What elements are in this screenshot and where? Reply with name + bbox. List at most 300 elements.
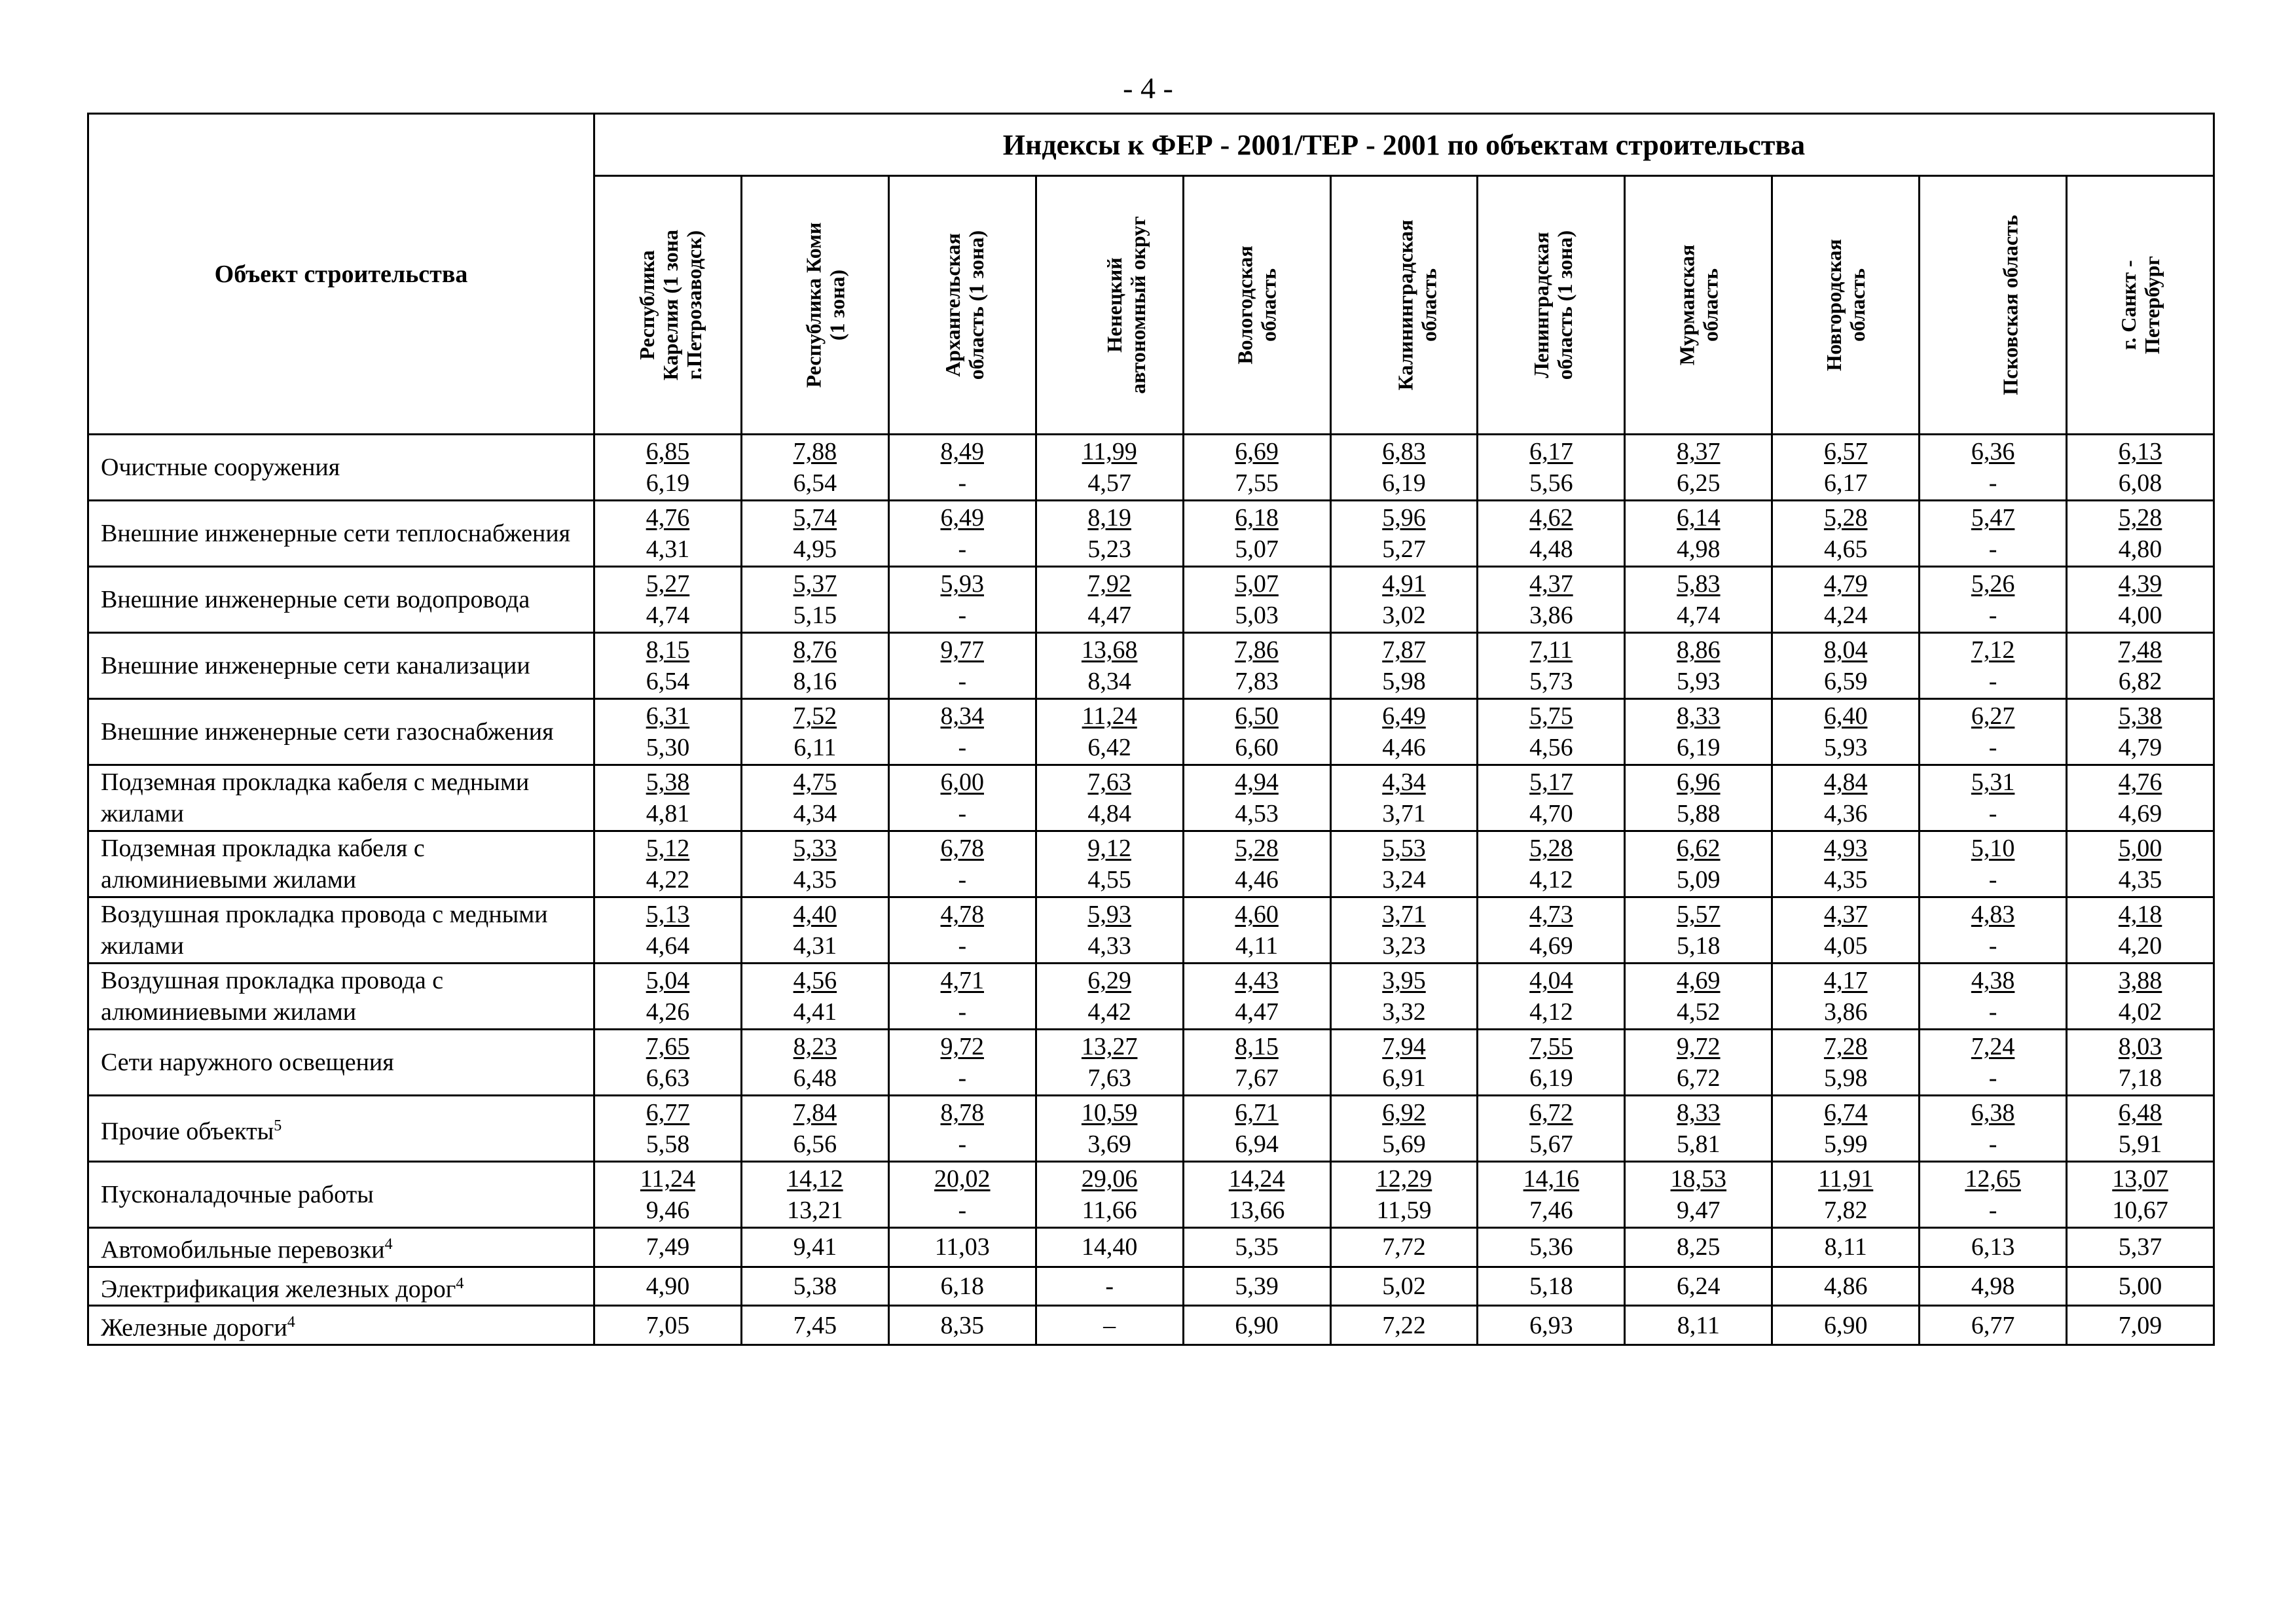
fer-index-value: 7,48 bbox=[2118, 636, 2162, 664]
object-name-cell bbox=[88, 897, 594, 964]
table-row bbox=[88, 633, 2214, 699]
fer-index-value: 12,65 bbox=[1965, 1165, 2021, 1193]
ter-index-value: 4,64 bbox=[646, 932, 690, 960]
ter-index-value: 4,57 bbox=[1087, 469, 1131, 497]
index-cell bbox=[1036, 897, 1183, 964]
ter-index-value: 5,67 bbox=[1529, 1130, 1573, 1158]
index-cell bbox=[594, 633, 742, 699]
index-cell bbox=[1625, 633, 1772, 699]
index-cell bbox=[741, 567, 888, 633]
region-label bbox=[2117, 256, 2164, 354]
ter-index-value: 4,55 bbox=[1087, 866, 1131, 893]
ter-index-value: 5,03 bbox=[1235, 602, 1279, 629]
fer-index-value: 8,34 bbox=[940, 702, 985, 730]
region-label-line: Ленинградская bbox=[1529, 231, 1554, 378]
fer-index-value: 6,27 bbox=[1971, 702, 2015, 730]
fer-index-value: 6,36 bbox=[1971, 438, 2015, 465]
index-value: 8,11 bbox=[1625, 1306, 1772, 1345]
fer-index-value: 14,12 bbox=[787, 1165, 843, 1193]
fer-index-value: 4,94 bbox=[1235, 768, 1279, 796]
ter-index-value: 11,59 bbox=[1376, 1197, 1432, 1224]
ter-index-value: - bbox=[1988, 800, 1997, 827]
fer-index-value: 4,83 bbox=[1971, 901, 2015, 928]
index-cell bbox=[1625, 699, 1772, 765]
index-cell bbox=[1330, 435, 1478, 501]
fer-index-value: 4,17 bbox=[1823, 967, 1868, 994]
object-name-cell bbox=[88, 567, 594, 633]
region-label bbox=[1530, 230, 1577, 379]
fer-index-value: 4,91 bbox=[1382, 570, 1426, 598]
ter-index-value: 4,46 bbox=[1235, 866, 1279, 893]
ter-index-value: 5,30 bbox=[646, 734, 690, 761]
index-cell bbox=[1478, 1096, 1625, 1162]
region-label-line: Псковская область bbox=[1998, 214, 2022, 395]
group-title: Индексы к ФЕР - 2001/ТЕР - 2001 по объектам строительства bbox=[594, 114, 2214, 176]
index-cell bbox=[2067, 633, 2214, 699]
fer-index-value: 11,99 bbox=[1082, 438, 1137, 465]
fer-index-value: 11,24 bbox=[640, 1165, 695, 1193]
fer-index-value: 5,96 bbox=[1382, 504, 1426, 532]
region-label bbox=[1999, 215, 2022, 395]
index-cell bbox=[594, 501, 742, 567]
index-cell bbox=[1183, 964, 1330, 1030]
fer-index-value: 5,93 bbox=[1087, 901, 1131, 928]
region-label-line: Новгородская bbox=[1822, 238, 1846, 371]
fer-index-value: 5,07 bbox=[1235, 570, 1279, 598]
fer-index-value: 4,73 bbox=[1529, 901, 1573, 928]
fer-index-value: 18,53 bbox=[1670, 1165, 1727, 1193]
ter-index-value: 4,70 bbox=[1529, 800, 1573, 827]
region-header bbox=[594, 176, 742, 435]
ter-index-value: 6,54 bbox=[646, 668, 690, 695]
object-name: Внешние инженерные сети газоснабжения bbox=[101, 718, 554, 746]
index-cell bbox=[594, 699, 742, 765]
index-value: 7,72 bbox=[1330, 1228, 1478, 1267]
fer-index-value: 6,78 bbox=[940, 835, 985, 862]
ter-index-value: 4,80 bbox=[2118, 535, 2162, 563]
fer-index-value: 4,39 bbox=[2118, 570, 2162, 598]
fer-index-value: 29,06 bbox=[1081, 1165, 1138, 1193]
region-label-line: Вологодская bbox=[1233, 245, 1257, 365]
index-cell bbox=[1920, 897, 2067, 964]
index-cell bbox=[1772, 831, 1920, 897]
ter-index-value: 5,93 bbox=[1677, 668, 1721, 695]
index-table-container bbox=[87, 113, 2215, 1346]
fer-index-value: 6,57 bbox=[1823, 438, 1868, 465]
index-cell bbox=[1920, 1096, 2067, 1162]
ter-index-value: - bbox=[1988, 1130, 1997, 1158]
index-cell bbox=[1772, 765, 1920, 831]
table-row bbox=[88, 1030, 2214, 1096]
region-label bbox=[1393, 219, 1440, 390]
object-name-cell bbox=[88, 765, 594, 831]
region-label-line: Республика Коми bbox=[801, 222, 826, 388]
index-cell bbox=[1920, 831, 2067, 897]
fer-index-value: 8,49 bbox=[940, 438, 985, 465]
fer-index-value: 4,93 bbox=[1823, 835, 1868, 862]
object-name: Внешние инженерные сети водопровода bbox=[101, 586, 530, 613]
fer-index-value: 7,86 bbox=[1235, 636, 1279, 664]
fer-index-value: 6,31 bbox=[646, 702, 690, 730]
fer-index-value: 8,76 bbox=[793, 636, 837, 664]
fer-index-value: 5,00 bbox=[2118, 835, 2162, 862]
ter-index-value: 4,34 bbox=[793, 800, 837, 827]
index-cell bbox=[1625, 1030, 1772, 1096]
object-name-cell bbox=[88, 1162, 594, 1228]
index-cell bbox=[1330, 567, 1478, 633]
region-label bbox=[1102, 216, 1150, 394]
ter-index-value: 4,48 bbox=[1529, 535, 1573, 563]
table-row bbox=[88, 1162, 2214, 1228]
region-header bbox=[1772, 176, 1920, 435]
fer-index-value: 9,77 bbox=[940, 636, 985, 664]
region-header bbox=[888, 176, 1036, 435]
fer-index-value: 6,00 bbox=[940, 768, 985, 796]
fer-index-value: 6,38 bbox=[1971, 1099, 2015, 1127]
index-value: 7,49 bbox=[594, 1228, 742, 1267]
ter-index-value: 4,05 bbox=[1823, 932, 1868, 960]
ter-index-value: 4,46 bbox=[1382, 734, 1426, 761]
index-value: 7,05 bbox=[594, 1306, 742, 1345]
region-label-line: Республика bbox=[635, 249, 659, 360]
fer-index-value: 6,18 bbox=[1235, 504, 1279, 532]
object-name-cell bbox=[88, 1030, 594, 1096]
ter-index-value: 9,47 bbox=[1677, 1197, 1721, 1224]
ter-index-value: 11,66 bbox=[1082, 1197, 1137, 1224]
fer-index-value: 6,49 bbox=[940, 504, 985, 532]
ter-index-value: - bbox=[958, 1130, 967, 1158]
index-cell bbox=[1330, 1096, 1478, 1162]
index-cell bbox=[1478, 831, 1625, 897]
ter-index-value: 4,22 bbox=[646, 866, 690, 893]
object-name-cell bbox=[88, 699, 594, 765]
fer-index-value: 3,88 bbox=[2118, 967, 2162, 994]
index-value: 5,18 bbox=[1478, 1267, 1625, 1306]
region-label bbox=[1233, 245, 1281, 364]
ter-index-value: 4,53 bbox=[1235, 800, 1279, 827]
region-label-line: Ненецкий bbox=[1102, 257, 1126, 353]
ter-index-value: 8,16 bbox=[793, 668, 837, 695]
fer-index-value: 5,38 bbox=[2118, 702, 2162, 730]
fer-index-value: 6,74 bbox=[1823, 1099, 1868, 1127]
fer-index-value: 7,88 bbox=[793, 438, 837, 465]
table-row bbox=[88, 964, 2214, 1030]
index-cell bbox=[1330, 765, 1478, 831]
table-body bbox=[88, 435, 2214, 1345]
ter-index-value: 4,98 bbox=[1677, 535, 1721, 563]
fer-index-value: 6,29 bbox=[1087, 967, 1131, 994]
index-cell bbox=[1183, 1162, 1330, 1228]
index-value: 5,37 bbox=[2067, 1228, 2214, 1267]
index-cell bbox=[1625, 435, 1772, 501]
table-row bbox=[88, 501, 2214, 567]
fer-index-value: 3,71 bbox=[1382, 901, 1426, 928]
index-cell bbox=[594, 435, 742, 501]
fer-index-value: 5,33 bbox=[793, 835, 837, 862]
index-cell bbox=[594, 964, 742, 1030]
ter-index-value: 6,72 bbox=[1677, 1064, 1721, 1092]
ter-index-value: 4,36 bbox=[1823, 800, 1868, 827]
fer-index-value: 14,24 bbox=[1228, 1165, 1285, 1193]
ter-index-value: - bbox=[958, 1064, 967, 1092]
object-name-cell bbox=[88, 1096, 594, 1162]
region-label-line: г.Петрозаводск) bbox=[682, 230, 706, 380]
fer-index-value: 8,33 bbox=[1677, 1099, 1721, 1127]
ter-index-value: 7,83 bbox=[1235, 668, 1279, 695]
fer-index-value: 8,23 bbox=[793, 1033, 837, 1060]
ter-index-value: 5,56 bbox=[1529, 469, 1573, 497]
ter-index-value: 6,42 bbox=[1087, 734, 1131, 761]
fer-index-value: 4,69 bbox=[1677, 967, 1721, 994]
fer-index-value: 5,27 bbox=[646, 570, 690, 598]
fer-index-value: 9,72 bbox=[940, 1033, 985, 1060]
object-column-header: Объект строительства bbox=[88, 114, 594, 435]
ter-index-value: - bbox=[958, 998, 967, 1026]
index-value: 7,22 bbox=[1330, 1306, 1478, 1345]
fer-index-value: 6,48 bbox=[2118, 1099, 2162, 1127]
ter-index-value: 3,86 bbox=[1823, 998, 1868, 1026]
fer-index-value: 4,37 bbox=[1823, 901, 1868, 928]
index-cell bbox=[888, 435, 1036, 501]
ter-index-value: 4,79 bbox=[2118, 734, 2162, 761]
fer-index-value: 20,02 bbox=[934, 1165, 991, 1193]
ter-index-value: 6,91 bbox=[1382, 1064, 1426, 1092]
index-cell bbox=[1036, 1162, 1183, 1228]
ter-index-value: 6,94 bbox=[1235, 1130, 1279, 1158]
index-cell bbox=[1036, 567, 1183, 633]
fer-index-value: 4,04 bbox=[1529, 967, 1573, 994]
index-cell bbox=[888, 1030, 1036, 1096]
fer-index-value: 3,95 bbox=[1382, 967, 1426, 994]
ter-index-value: 5,81 bbox=[1677, 1130, 1721, 1158]
fer-index-value: 10,59 bbox=[1081, 1099, 1138, 1127]
ter-index-value: - bbox=[958, 469, 967, 497]
index-cell bbox=[1478, 1162, 1625, 1228]
fer-index-value: 5,37 bbox=[793, 570, 837, 598]
index-cell bbox=[1920, 1162, 2067, 1228]
ter-index-value: 5,98 bbox=[1382, 668, 1426, 695]
index-cell bbox=[1625, 765, 1772, 831]
region-label-line: Карелия (1 зона bbox=[659, 229, 683, 380]
index-cell bbox=[594, 831, 742, 897]
ter-index-value: - bbox=[1988, 998, 1997, 1026]
index-value: 5,38 bbox=[741, 1267, 888, 1306]
index-cell bbox=[1330, 897, 1478, 964]
index-cell bbox=[741, 964, 888, 1030]
index-cell bbox=[888, 831, 1036, 897]
index-cell bbox=[594, 765, 742, 831]
index-cell bbox=[1478, 699, 1625, 765]
fer-index-value: 8,04 bbox=[1823, 636, 1868, 664]
index-value: 5,35 bbox=[1183, 1228, 1330, 1267]
region-label-line: область bbox=[1416, 268, 1440, 342]
index-cell bbox=[1036, 699, 1183, 765]
ter-index-value: 5,18 bbox=[1677, 932, 1721, 960]
fer-index-value: 13,07 bbox=[2112, 1165, 2168, 1193]
region-header bbox=[1183, 176, 1330, 435]
fer-index-value: 4,71 bbox=[940, 967, 985, 994]
object-name: Очистные сооружения bbox=[101, 454, 340, 481]
ter-index-value: - bbox=[958, 668, 967, 695]
index-cell bbox=[888, 964, 1036, 1030]
ter-index-value: 6,59 bbox=[1823, 668, 1868, 695]
ter-index-value: 6,56 bbox=[793, 1130, 837, 1158]
ter-index-value: 7,18 bbox=[2118, 1064, 2162, 1092]
ter-index-value: 4,24 bbox=[1823, 602, 1868, 629]
index-cell bbox=[741, 435, 888, 501]
ter-index-value: 5,58 bbox=[646, 1130, 690, 1158]
index-cell bbox=[2067, 501, 2214, 567]
ter-index-value: 4,35 bbox=[793, 866, 837, 893]
index-cell bbox=[888, 1162, 1036, 1228]
index-cell bbox=[594, 1162, 742, 1228]
ter-index-value: 4,41 bbox=[793, 998, 837, 1026]
object-name-cell bbox=[88, 964, 594, 1030]
fer-index-value: 4,79 bbox=[1823, 570, 1868, 598]
ter-index-value: - bbox=[1988, 668, 1997, 695]
ter-index-value: 4,35 bbox=[1823, 866, 1868, 893]
index-cell bbox=[1772, 897, 1920, 964]
ter-index-value: 5,91 bbox=[2118, 1130, 2162, 1158]
index-cell bbox=[888, 765, 1036, 831]
table-row bbox=[88, 567, 2214, 633]
ter-index-value: 6,19 bbox=[1529, 1064, 1573, 1092]
fer-index-value: 7,92 bbox=[1087, 570, 1131, 598]
region-header bbox=[1478, 176, 1625, 435]
ter-index-value: 13,66 bbox=[1228, 1197, 1285, 1224]
ter-index-value: 4,31 bbox=[793, 932, 837, 960]
fer-index-value: 8,15 bbox=[646, 636, 690, 664]
index-cell bbox=[1478, 964, 1625, 1030]
region-header bbox=[2067, 176, 2214, 435]
object-name-cell bbox=[88, 501, 594, 567]
object-name-cell bbox=[88, 435, 594, 501]
ter-index-value: 4,20 bbox=[2118, 932, 2162, 960]
index-cell bbox=[1183, 567, 1330, 633]
fer-index-value: 5,13 bbox=[646, 901, 690, 928]
region-label-line: Петербург bbox=[2140, 255, 2164, 354]
table-row bbox=[88, 1228, 2214, 1267]
index-cell bbox=[2067, 831, 2214, 897]
ter-index-value: 4,26 bbox=[646, 998, 690, 1026]
index-cell bbox=[1625, 964, 1772, 1030]
index-cell bbox=[741, 1030, 888, 1096]
index-cell bbox=[888, 699, 1036, 765]
index-cell bbox=[1183, 765, 1330, 831]
index-cell bbox=[594, 1096, 742, 1162]
ter-index-value: - bbox=[1988, 469, 1997, 497]
index-cell bbox=[741, 1096, 888, 1162]
fer-index-value: 4,62 bbox=[1529, 504, 1573, 532]
fer-index-value: 5,04 bbox=[646, 967, 690, 994]
ter-index-value: 4,81 bbox=[646, 800, 690, 827]
index-cell bbox=[1183, 897, 1330, 964]
fer-index-value: 7,11 bbox=[1529, 636, 1573, 664]
index-cell bbox=[1036, 1096, 1183, 1162]
index-value: 14,40 bbox=[1036, 1228, 1183, 1267]
table-row bbox=[88, 1096, 2214, 1162]
index-value: 6,24 bbox=[1625, 1267, 1772, 1306]
region-header bbox=[1330, 176, 1478, 435]
index-cell bbox=[1478, 765, 1625, 831]
ter-index-value: - bbox=[1988, 866, 1997, 893]
ter-index-value: 5,15 bbox=[793, 602, 837, 629]
index-cell bbox=[1478, 567, 1625, 633]
ter-index-value: - bbox=[958, 800, 967, 827]
fer-index-value: 5,26 bbox=[1971, 570, 2015, 598]
header-row-top bbox=[88, 114, 2214, 176]
fer-index-value: 6,83 bbox=[1382, 438, 1426, 465]
object-name: Сети наружного освещения bbox=[101, 1049, 394, 1076]
fer-index-value: 5,28 bbox=[1823, 504, 1868, 532]
index-cell bbox=[1478, 1030, 1625, 1096]
index-cell bbox=[1036, 633, 1183, 699]
index-cell bbox=[1330, 831, 1478, 897]
region-label bbox=[635, 229, 706, 380]
region-header bbox=[1625, 176, 1772, 435]
region-label-line: автономный округ bbox=[1125, 215, 1150, 394]
ter-index-value: 6,25 bbox=[1677, 469, 1721, 497]
region-label-line: Калининградская bbox=[1393, 219, 1417, 390]
ter-index-value: 5,93 bbox=[1823, 734, 1868, 761]
fer-index-value: 7,55 bbox=[1529, 1033, 1573, 1060]
index-cell bbox=[1478, 501, 1625, 567]
index-cell bbox=[1920, 1030, 2067, 1096]
index-cell bbox=[594, 567, 742, 633]
ter-index-value: 6,82 bbox=[2118, 668, 2162, 695]
index-cell bbox=[2067, 567, 2214, 633]
ter-index-value: 3,23 bbox=[1382, 932, 1426, 960]
ter-index-value: 6,19 bbox=[1382, 469, 1426, 497]
region-label-line: г. Санкт - bbox=[2117, 259, 2141, 350]
ter-index-value: - bbox=[958, 734, 967, 761]
index-cell bbox=[2067, 1096, 2214, 1162]
ter-index-value: 4,65 bbox=[1823, 535, 1868, 563]
ter-index-value: 5,23 bbox=[1087, 535, 1131, 563]
fer-index-value: 5,57 bbox=[1677, 901, 1721, 928]
table-row bbox=[88, 435, 2214, 501]
ter-index-value: - bbox=[1988, 602, 1997, 629]
object-name: Автомобильные перевозки bbox=[101, 1236, 385, 1264]
index-cell bbox=[1478, 897, 1625, 964]
fer-index-value: 7,65 bbox=[646, 1033, 690, 1060]
index-value: 6,90 bbox=[1183, 1306, 1330, 1345]
ter-index-value: 7,63 bbox=[1087, 1064, 1131, 1092]
fer-index-value: 5,83 bbox=[1677, 570, 1721, 598]
ter-index-value: 13,21 bbox=[787, 1197, 843, 1224]
fer-index-value: 5,17 bbox=[1529, 768, 1573, 796]
ter-index-value: 5,09 bbox=[1677, 866, 1721, 893]
index-cell bbox=[1183, 633, 1330, 699]
table-row bbox=[88, 1306, 2214, 1345]
index-cell bbox=[1772, 964, 1920, 1030]
index-cell bbox=[1920, 964, 2067, 1030]
index-cell bbox=[1625, 567, 1772, 633]
ter-index-value: 4,69 bbox=[2118, 800, 2162, 827]
ter-index-value: - bbox=[958, 1197, 967, 1224]
index-cell bbox=[1036, 501, 1183, 567]
index-cell bbox=[741, 765, 888, 831]
fer-index-value: 7,28 bbox=[1823, 1033, 1868, 1060]
index-cell bbox=[1772, 633, 1920, 699]
index-value: 5,00 bbox=[2067, 1267, 2214, 1306]
ter-index-value: 5,88 bbox=[1677, 800, 1721, 827]
region-header bbox=[741, 176, 888, 435]
object-name: Железные дороги bbox=[101, 1314, 287, 1342]
object-name-cell bbox=[88, 831, 594, 897]
index-cell bbox=[2067, 699, 2214, 765]
fer-index-value: 13,27 bbox=[1081, 1033, 1138, 1060]
